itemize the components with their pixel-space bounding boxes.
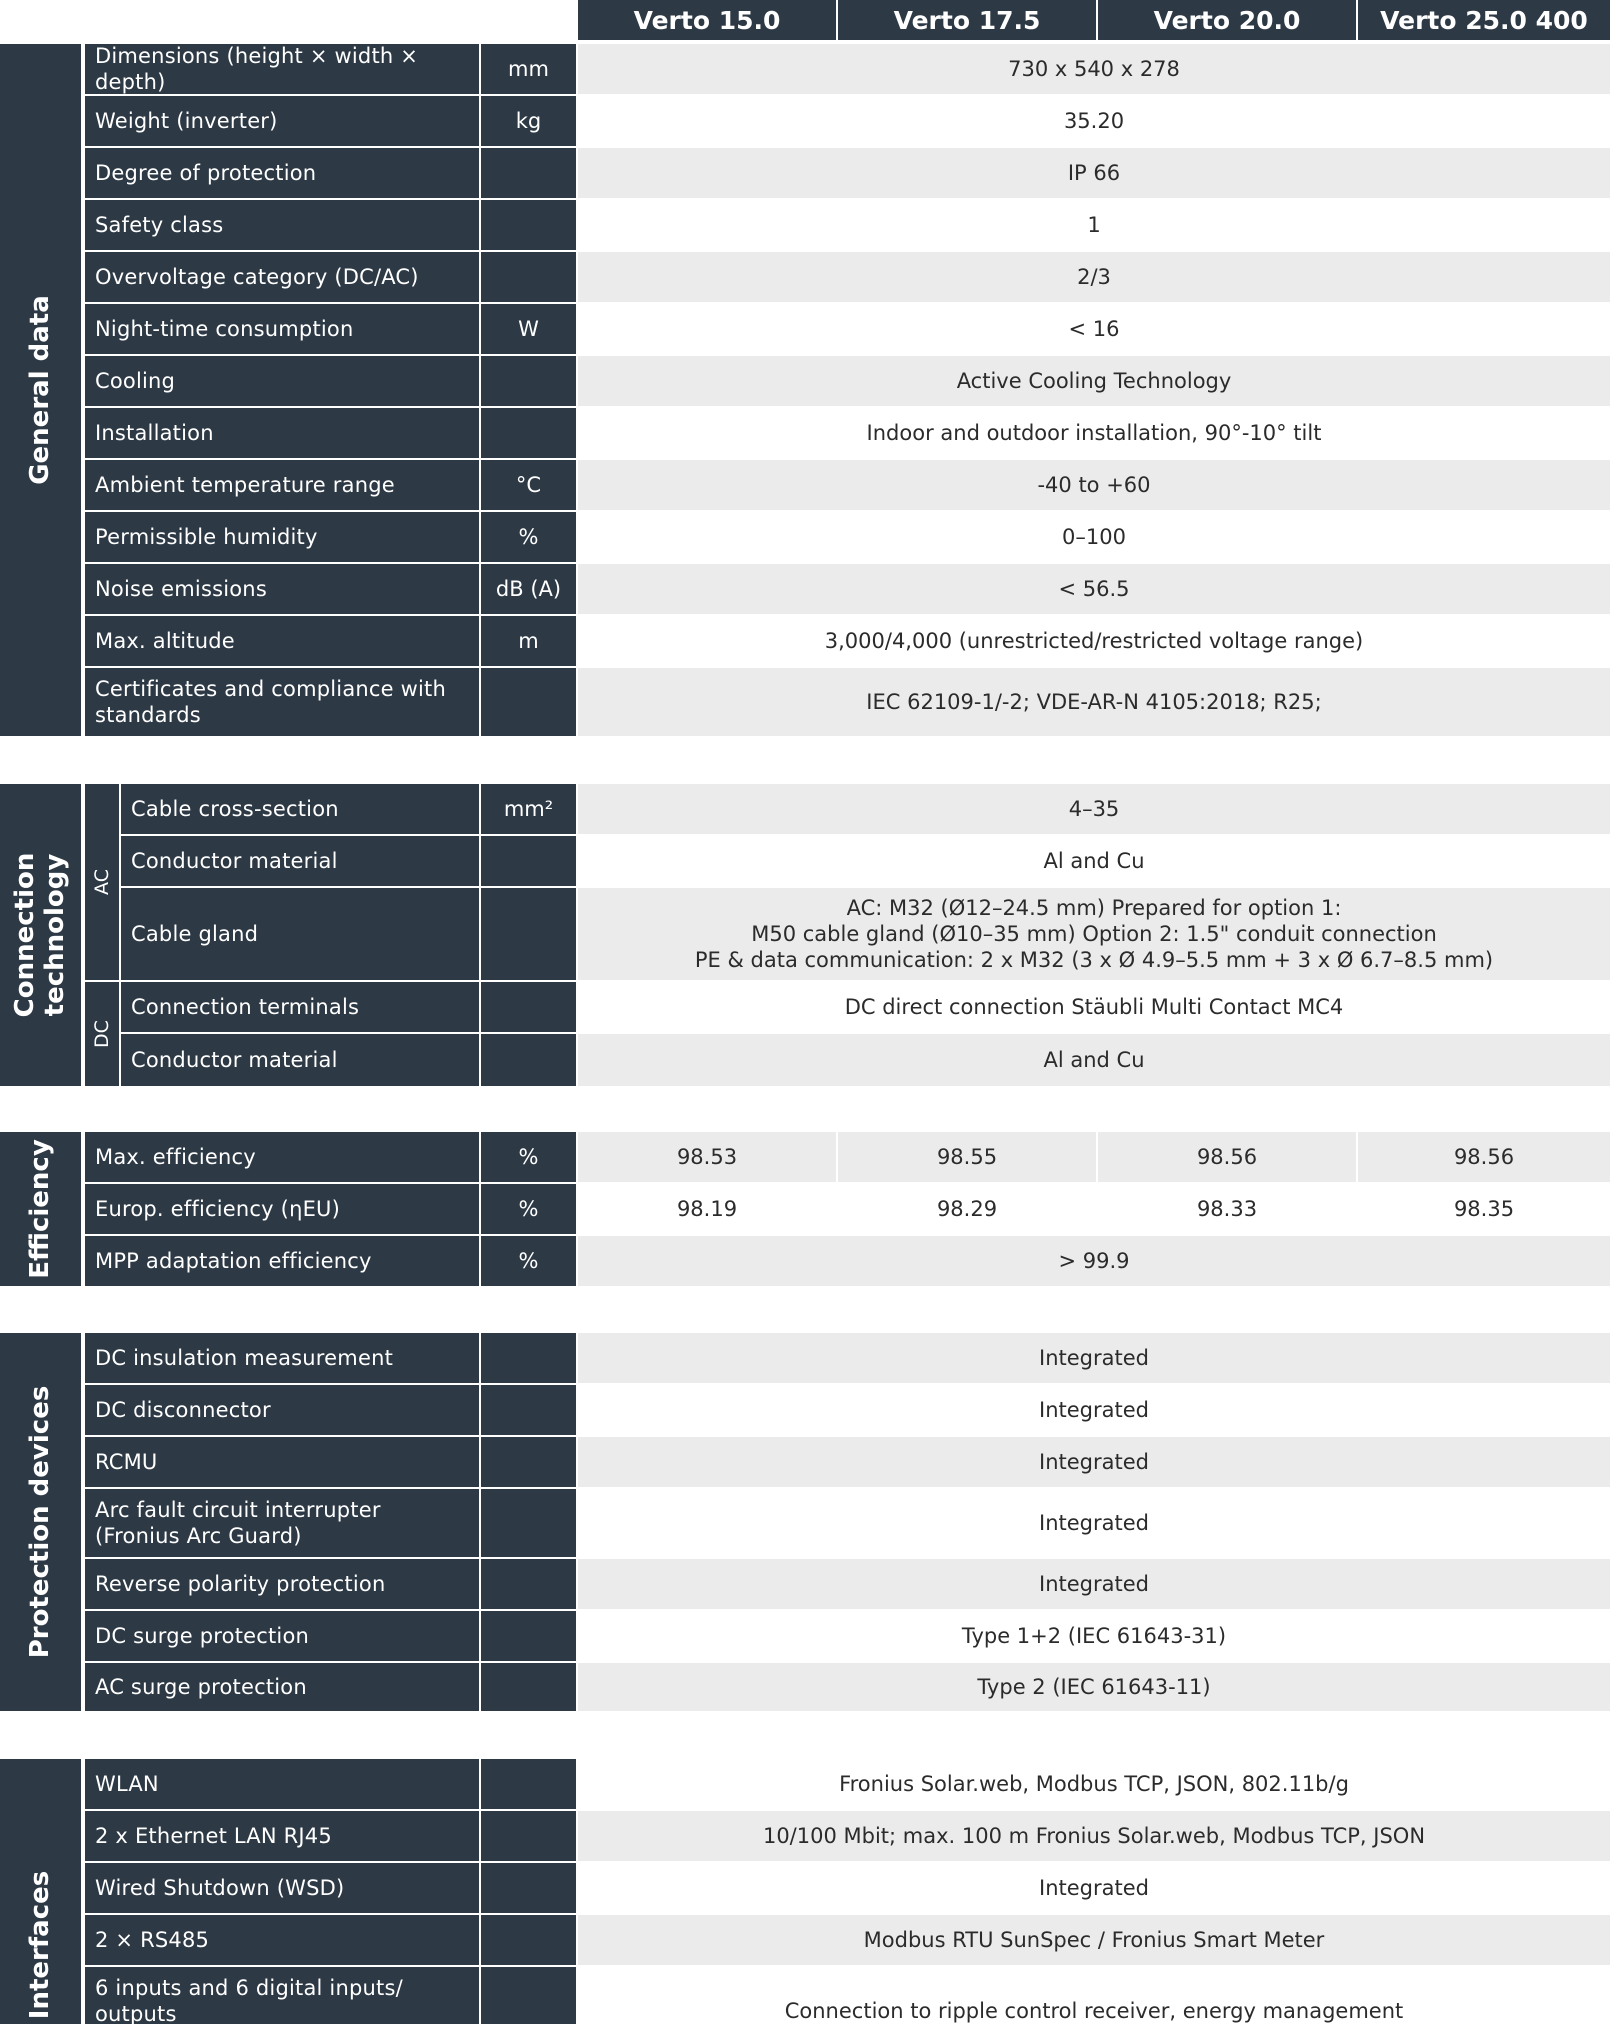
row-label: Installation	[85, 408, 479, 458]
row-value: Integrated	[578, 1863, 1610, 1913]
row-value: > 99.9	[578, 1236, 1610, 1286]
row-label: Noise emissions	[85, 564, 479, 614]
row-unit: %	[481, 1184, 576, 1234]
section-general-data	[0, 44, 1610, 736]
row-value: 1	[578, 200, 1610, 250]
row-label: Wired Shutdown (WSD)	[85, 1863, 479, 1913]
section-title-line: Connection	[10, 852, 40, 1018]
row-value: 35.20	[578, 96, 1610, 146]
row-label: Degree of protection	[85, 148, 479, 198]
section-protection-devices	[0, 1333, 1610, 1711]
row-value: < 16	[578, 304, 1610, 354]
row-value: Integrated	[578, 1385, 1610, 1435]
row-value: Al and Cu	[578, 836, 1610, 886]
row-value: 2/3	[578, 252, 1610, 302]
row-unit: %	[481, 1236, 576, 1286]
row-unit	[481, 1611, 576, 1661]
value-cell: 98.19	[578, 1184, 836, 1234]
row-label: Cable cross-section	[121, 784, 479, 834]
row-unit: kg	[481, 96, 576, 146]
row-value: 3,000/4,000 (unrestricted/restricted voltage range)	[578, 616, 1610, 666]
value-cell: 98.55	[838, 1132, 1096, 1182]
row-label: Europ. efficiency (ηEU)	[85, 1184, 479, 1234]
section-title-bar	[0, 784, 81, 1086]
row-label: Max. altitude	[85, 616, 479, 666]
row-label: WLAN	[85, 1759, 479, 1809]
row-value: 10/100 Mbit; max. 100 m Fronius Solar.web, Modbus TCP, JSON	[578, 1811, 1610, 1861]
section-title: Protection devices	[25, 1385, 55, 1659]
row-unit	[481, 836, 576, 886]
row-unit	[481, 1863, 576, 1913]
subgroup-label: AC	[91, 869, 113, 895]
model-header-verto-20: Verto 20.0	[1098, 0, 1356, 40]
row-label: RCMU	[85, 1437, 479, 1487]
row-unit: m	[481, 616, 576, 666]
section-title-line: technology	[40, 853, 70, 1017]
row-label: 2 x Ethernet LAN RJ45	[85, 1811, 479, 1861]
row-label: DC insulation measurement	[85, 1333, 479, 1383]
row-unit: %	[481, 512, 576, 562]
row-unit	[481, 252, 576, 302]
row-label: Dimensions (height × width × depth)	[85, 44, 479, 94]
row-label: Certificates and compliance with standards	[85, 668, 479, 736]
row-label: Night-time consumption	[85, 304, 479, 354]
row-label: Safety class	[85, 200, 479, 250]
subgroup-label: DC	[91, 1020, 113, 1048]
row-label: Overvoltage category (DC/AC)	[85, 252, 479, 302]
row-label	[85, 1489, 479, 1557]
value-cell: 98.35	[1358, 1184, 1610, 1234]
label-line: outputs	[95, 2002, 177, 2026]
subgroup-dc	[85, 982, 119, 1086]
model-header-verto-17-5: Verto 17.5	[838, 0, 1096, 40]
section-title-bar	[0, 1132, 81, 1286]
row-label: Ambient temperature range	[85, 460, 479, 510]
row-label: Reverse polarity protection	[85, 1559, 479, 1609]
row-value: IP 66	[578, 148, 1610, 198]
subgroup-ac	[85, 784, 119, 980]
row-value: Integrated	[578, 1333, 1610, 1383]
row-label: Connection terminals	[121, 982, 479, 1032]
row-unit: mm²	[481, 784, 576, 834]
row-unit	[481, 408, 576, 458]
row-unit	[481, 1034, 576, 1086]
row-label: Conductor material	[121, 836, 479, 886]
value-cell: 98.56	[1098, 1132, 1356, 1182]
row-value: Modbus RTU SunSpec / Fronius Smart Meter	[578, 1915, 1610, 1965]
row-value	[578, 888, 1610, 980]
row-unit	[481, 1385, 576, 1435]
row-unit	[481, 1759, 576, 1809]
row-label: MPP adaptation efficiency	[85, 1236, 479, 1286]
row-unit	[481, 1811, 576, 1861]
row-value: DC direct connection Stäubli Multi Contact MC4	[578, 982, 1610, 1032]
row-unit: °C	[481, 460, 576, 510]
row-unit	[481, 1663, 576, 1711]
row-value: Connection to ripple control receiver, energy management	[578, 1967, 1610, 2024]
value-cell: 98.29	[838, 1184, 1096, 1234]
row-value: Fronius Solar.web, Modbus TCP, JSON, 802.11b/g	[578, 1759, 1610, 1809]
row-value: 4–35	[578, 784, 1610, 834]
label-line: (Fronius Arc Guard)	[95, 1524, 302, 1548]
row-unit	[481, 1559, 576, 1609]
value-line: M50 cable gland (Ø10–35 mm) Option 2: 1.5" conduit connection	[751, 922, 1437, 946]
section-title: Interfaces	[25, 1870, 55, 2019]
row-value: Type 2 (IEC 61643-11)	[578, 1663, 1610, 1711]
row-value: Indoor and outdoor installation, 90°-10° tilt	[578, 408, 1610, 458]
row-value: < 56.5	[578, 564, 1610, 614]
row-unit	[481, 1967, 576, 2024]
row-value: 730 x 540 x 278	[578, 44, 1610, 94]
section-efficiency	[0, 1132, 1610, 1286]
label-line: 6 inputs and 6 digital inputs/	[95, 1976, 403, 2000]
row-unit	[481, 1915, 576, 1965]
section-title-bar	[0, 1333, 81, 1711]
model-header-verto-15: Verto 15.0	[578, 0, 836, 40]
row-value: Integrated	[578, 1559, 1610, 1609]
row-unit	[481, 148, 576, 198]
row-unit: %	[481, 1132, 576, 1182]
row-value: IEC 62109-1/-2; VDE-AR-N 4105:2018; R25;	[578, 668, 1610, 736]
row-unit: W	[481, 304, 576, 354]
row-unit	[481, 1489, 576, 1557]
row-label: Cable gland	[121, 888, 479, 980]
row-unit	[481, 982, 576, 1032]
section-interfaces	[0, 1759, 1610, 2024]
row-unit: dB (A)	[481, 564, 576, 614]
row-value: Active Cooling Technology	[578, 356, 1610, 406]
row-unit	[481, 200, 576, 250]
row-unit	[481, 888, 576, 980]
row-label: Permissible humidity	[85, 512, 479, 562]
row-label: Max. efficiency	[85, 1132, 479, 1182]
row-value: -40 to +60	[578, 460, 1610, 510]
row-value: Type 1+2 (IEC 61643-31)	[578, 1611, 1610, 1661]
row-label: AC surge protection	[85, 1663, 479, 1711]
value-line: PE & data communication: 2 x M32 (3 x Ø 4.9–5.5 mm + 3 x Ø 6.7–8.5 mm)	[694, 948, 1494, 972]
row-label: 2 × RS485	[85, 1915, 479, 1965]
section-connection-technology	[0, 784, 1610, 1086]
row-label	[85, 1967, 479, 2024]
row-label: Conductor material	[121, 1034, 479, 1086]
value-line: AC: M32 (Ø12–24.5 mm) Prepared for option 1:	[846, 896, 1342, 920]
model-header-verto-25-400: Verto 25.0 400	[1358, 0, 1610, 40]
row-value: 0–100	[578, 512, 1610, 562]
row-label: Weight (inverter)	[85, 96, 479, 146]
section-title	[10, 853, 70, 1018]
row-unit	[481, 356, 576, 406]
row-label: DC disconnector	[85, 1385, 479, 1435]
value-cell: 98.56	[1358, 1132, 1610, 1182]
row-unit	[481, 668, 576, 736]
row-unit	[481, 1333, 576, 1383]
label-line: Arc fault circuit interrupter	[95, 1498, 381, 1522]
value-cell: 98.53	[578, 1132, 836, 1182]
section-title-bar	[0, 1759, 81, 2024]
value-cell: 98.33	[1098, 1184, 1356, 1234]
row-label: Cooling	[85, 356, 479, 406]
section-title: Efficiency	[25, 1139, 55, 1279]
row-unit	[481, 1437, 576, 1487]
row-value: Integrated	[578, 1489, 1610, 1557]
row-value: Al and Cu	[578, 1034, 1610, 1086]
section-title-bar	[0, 44, 81, 736]
section-title: General data	[25, 295, 55, 485]
row-unit: mm	[481, 44, 576, 94]
row-label: DC surge protection	[85, 1611, 479, 1661]
row-value: Integrated	[578, 1437, 1610, 1487]
